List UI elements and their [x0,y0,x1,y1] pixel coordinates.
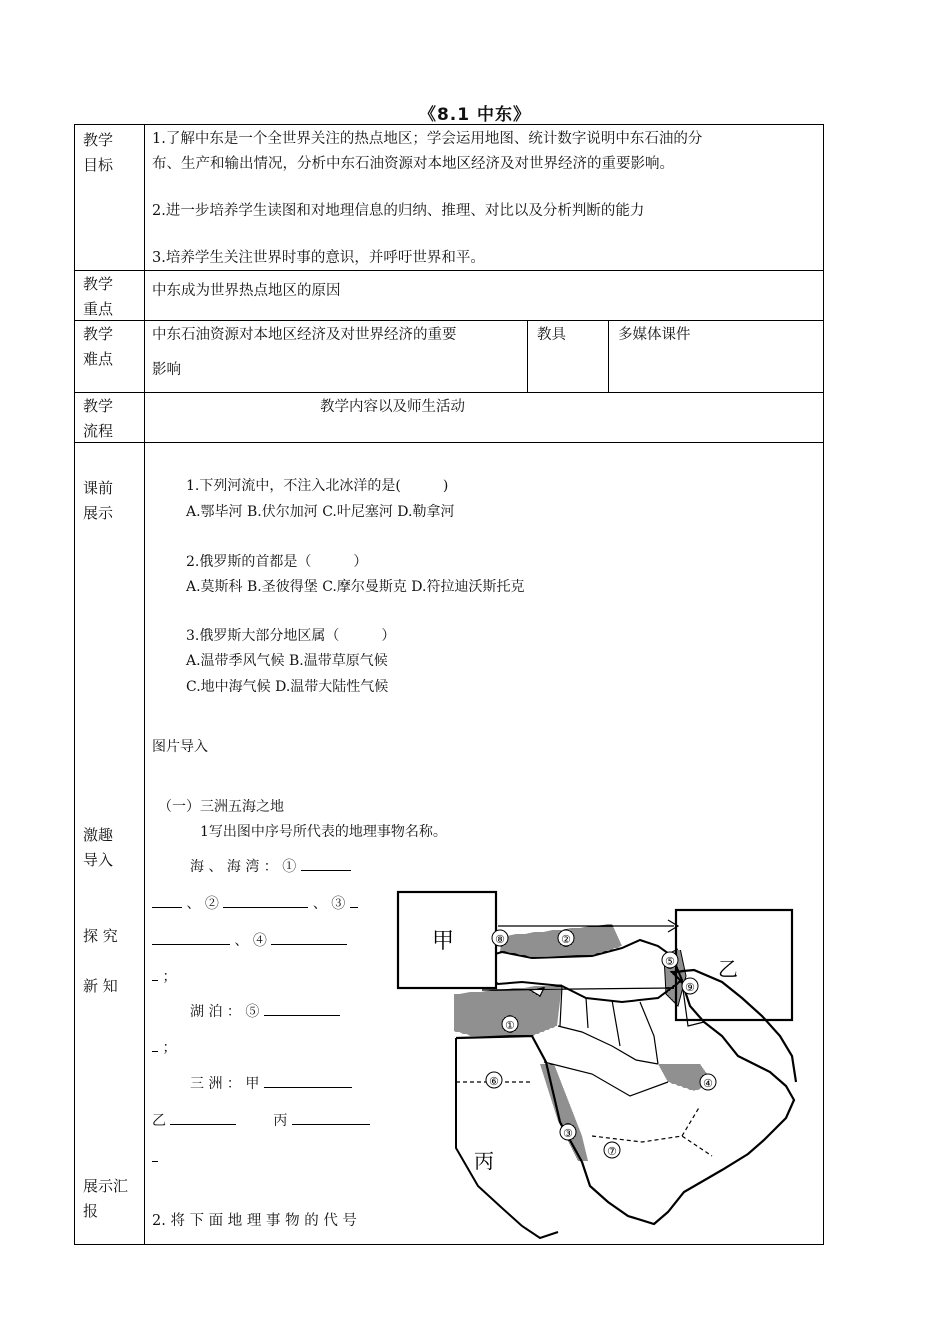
preview-label [83,476,113,526]
answer-blank-4-cont[interactable] [152,966,158,981]
label-line: 重点 [83,300,114,318]
label-line: 流程 [83,422,114,440]
question-stem: 1.下列河流中，不注入北冰洋的是( ) [186,478,449,494]
report-label [83,1174,128,1224]
question-stem: 3.俄罗斯大部分地区属（ ） [186,628,396,644]
label-line: 导入 [83,851,114,869]
box-jia-label: 甲 [432,929,455,954]
marker-6 [486,1072,502,1088]
lake-row [190,1001,340,1022]
answer-blank-1[interactable] [301,856,351,871]
answer-blank-3-cont[interactable] [152,930,230,945]
answer-blank-jia[interactable] [264,1073,352,1088]
marker-5 [662,952,678,968]
section-heading: （一）三洲五海之地 [158,799,284,815]
process-label [83,394,113,444]
marker-3 [560,1124,576,1140]
section-task-2: 2. 将 下 面 地 理 事 物 的 代 号 [152,1213,357,1229]
interest-label [83,823,113,873]
semicolon: ； [162,1040,177,1056]
svg-text:⑥: ⑥ [489,1075,499,1088]
box-yi-label: 乙 [718,957,738,981]
answer-blank-2[interactable] [223,893,308,908]
svg-text:③: ③ [563,1127,573,1140]
continents-row-2 [152,1110,370,1131]
column-divider [144,124,145,1245]
column-divider [608,320,609,392]
svg-text:⑦: ⑦ [607,1145,617,1158]
page-title: 《8.1 中东》 [418,105,532,125]
circle-3-label: 、 ③ [312,896,346,912]
circle-2-label: 、 ② [186,896,219,912]
section-task: 1写出图中序号所代表的地理事物名称。 [200,824,447,840]
seas-row-3 [152,930,347,951]
bing-label: 丙 [273,1113,288,1129]
difficulties-label [83,322,113,372]
svg-text:④: ④ [703,1077,713,1090]
seas-row-4 [152,966,176,987]
row-divider [74,442,824,443]
objective-line: 1.了解中东是一个全世界关注的热点地区；学会运用地图、统计数字说明中东石油的分 [152,131,703,147]
tools-value: 多媒体课件 [618,327,691,343]
answer-blank-3[interactable] [350,893,358,908]
difficulties-text: 影响 [152,362,181,378]
svg-text:⑤: ⑤ [665,955,675,968]
answer-blank-5[interactable] [264,1001,340,1016]
marker-9 [682,978,698,994]
marker-8 [492,930,508,946]
marker-4 [700,1074,716,1090]
continents-label: 三 洲 ： 甲 [190,1076,260,1092]
circle-4-label: 、 ④ [234,933,267,949]
label-line: 教学 [83,275,114,293]
marker-2 [558,930,574,946]
question-stem: 2.俄罗斯的首都是（ ） [186,554,368,570]
label-line: 难点 [83,350,114,368]
difficulties-text: 中东石油资源对本地区经济及对世界经济的重要 [152,327,457,343]
objective-line: 3.培养学生关注世界时事的意识，并呼吁世界和平。 [152,250,485,266]
answer-blank-yi[interactable] [170,1110,236,1125]
objective-line: 2.进一步培养学生读图和对地理信息的归纳、推理、对比以及分析判断的能力 [152,203,645,219]
yi-label: 乙 [152,1113,166,1129]
answer-blank-1-cont[interactable] [152,893,182,908]
lake-label: 湖 泊 ： ⑤ [190,1004,260,1020]
bing-map-label: 丙 [474,1149,494,1173]
svg-text:⑨: ⑨ [685,981,695,994]
lake-row-2 [152,1037,176,1058]
seas-row-2 [152,893,358,914]
question-option: A.温带季风气候 B.温带草原气候 [186,653,388,669]
key-points-label [83,272,113,322]
red-sea [540,1064,588,1161]
answer-blank-bing-cont[interactable] [152,1147,158,1162]
answer-blank-5-cont[interactable] [152,1037,158,1052]
label-line: 展示汇 [83,1177,129,1195]
svg-text:②: ② [561,933,571,946]
objective-line: 布、生产和输出情况，分析中东石油资源对本地区经济及对世界经济的重要影响。 [152,156,674,172]
marker-1 [502,1016,518,1032]
label-line: 教学 [83,397,114,415]
label-line: 教学 [83,325,114,343]
seas-label: 海 、 海 湾 ： ① [190,859,297,875]
key-points-text: 中东成为世界热点地区的原因 [152,283,341,299]
answer-blank-bing[interactable] [292,1110,370,1125]
svg-text:①: ① [505,1019,515,1032]
explore-label: 探 究 [83,927,118,945]
asia-box-mask [678,912,704,950]
continents-row [190,1073,352,1094]
label-line: 目标 [83,156,114,174]
objectives-label [83,128,113,178]
label-line: 展示 [83,504,114,522]
process-header: 教学内容以及师生活动 [320,399,465,415]
label-line: 激趣 [83,826,114,844]
label-line: 教学 [83,131,114,149]
row-divider [74,392,824,393]
tools-label: 教具 [537,327,566,343]
row-divider [74,320,824,321]
svg-text:⑧: ⑧ [495,933,505,946]
question-option: A.鄂毕河 B.伏尔加河 C.叶尼塞河 D.勒拿河 [186,504,455,520]
middle-east-map [382,886,802,1246]
label-line: 报 [83,1202,99,1220]
label-line: 课前 [83,479,114,497]
question-option: C.地中海气候 D.温带大陆性气候 [186,679,389,695]
continents-row-3 [152,1147,158,1168]
picture-intro: 图片导入 [152,739,208,755]
marker-7 [604,1142,620,1158]
column-divider [527,320,528,392]
seas-row [190,856,351,877]
question-option: A.莫斯科 B.圣彼得堡 C.摩尔曼斯克 D.符拉迪沃斯托克 [186,579,525,595]
new-knowledge-label: 新 知 [83,977,118,995]
row-divider [74,270,824,271]
semicolon: ； [162,969,177,985]
answer-blank-4[interactable] [271,930,347,945]
